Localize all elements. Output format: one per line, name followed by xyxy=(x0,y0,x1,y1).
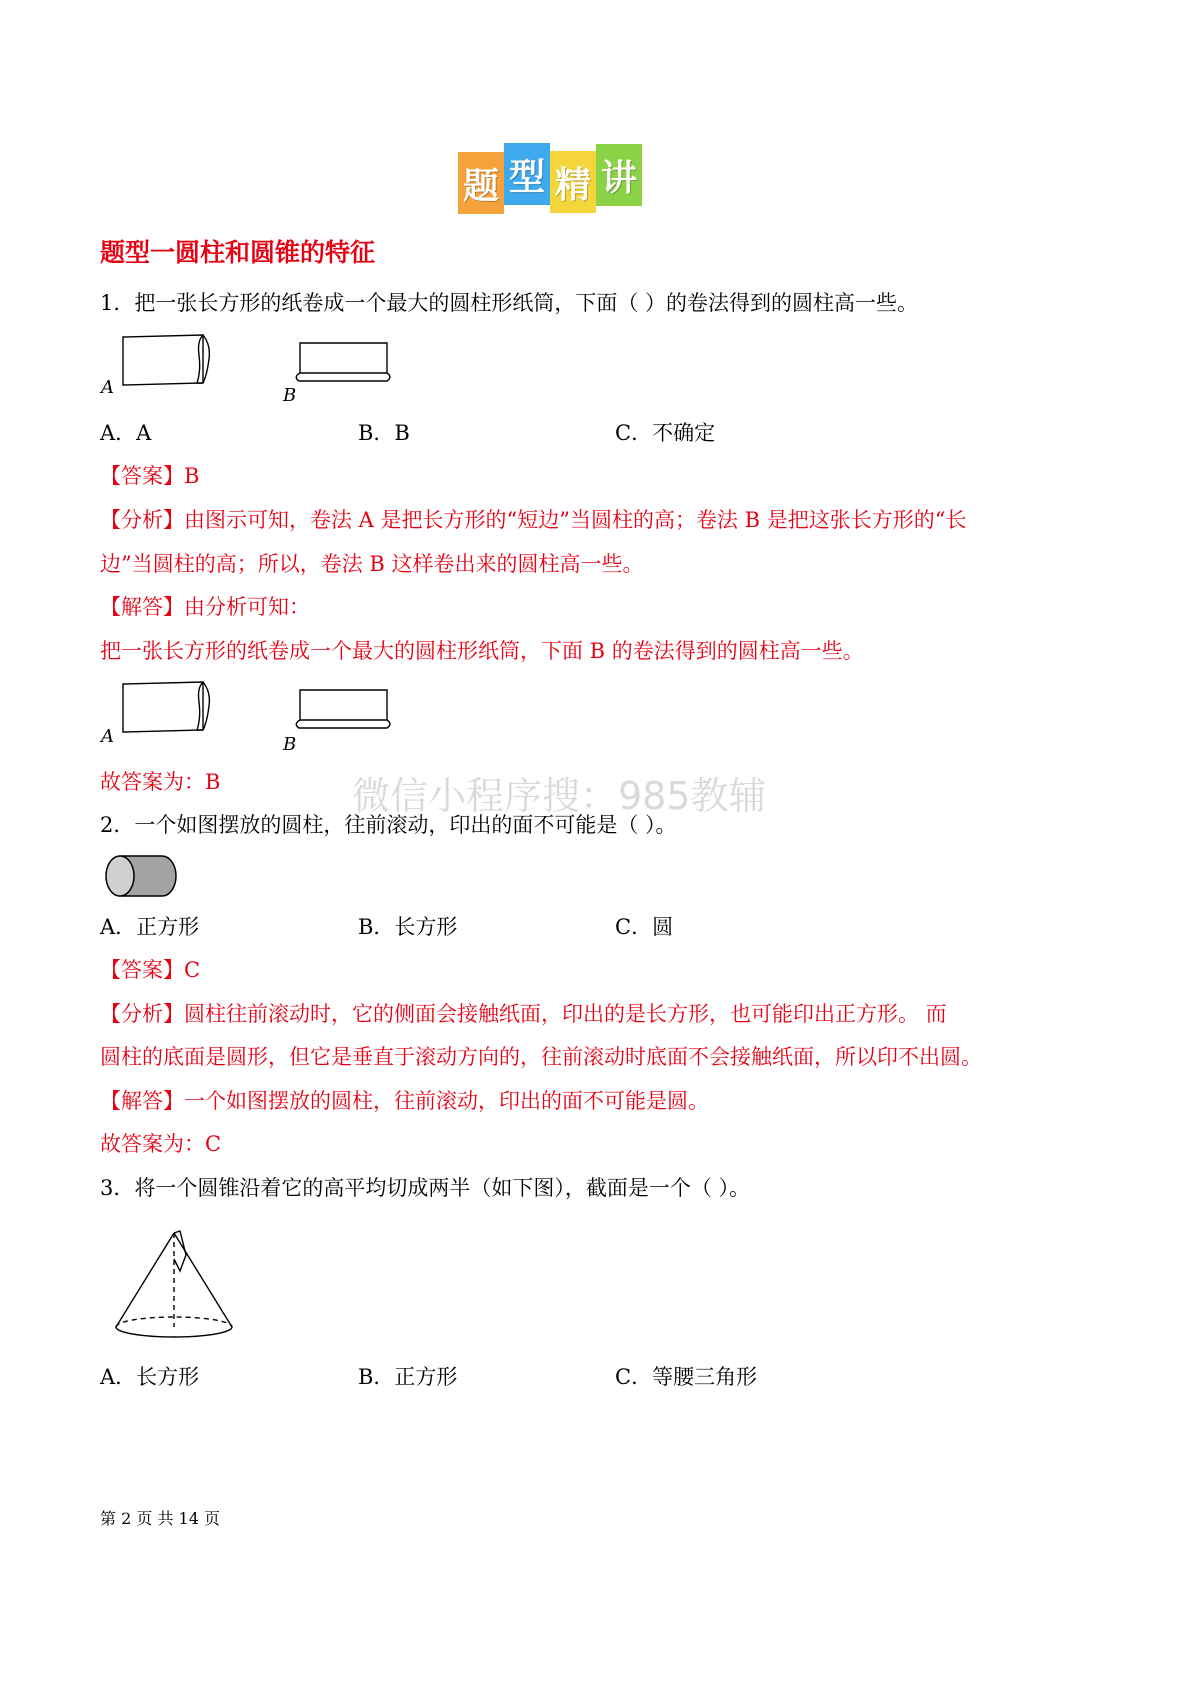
cone-figure xyxy=(110,1225,240,1345)
banner-tile: 精 xyxy=(550,151,596,213)
q3-option-c: C．等腰三角形 xyxy=(615,1365,758,1389)
q2-stem: 2．一个如图摆放的圆柱，往前滚动，印出的面不可能是（ ）。 xyxy=(100,813,677,837)
banner-tile: 型 xyxy=(504,143,550,205)
q2-option-a: A．正方形 xyxy=(100,915,200,939)
q1-final-answer: 故答案为：B xyxy=(100,770,221,794)
roll-a-label: A xyxy=(101,377,114,398)
banner-tile: 讲 xyxy=(596,144,642,206)
roll-a-figure xyxy=(123,335,209,385)
q2-analysis-line1: 【分析】圆柱往前滚动时，它的侧面会接触纸面，印出的是长方形，也可能印出正方形。 而 xyxy=(100,1002,947,1026)
roll-b-figure xyxy=(296,690,390,728)
roll-a-label: A xyxy=(101,726,114,747)
q1-solution-text: 把一张长方形的纸卷成一个最大的圆柱形纸筒，下面 B 的卷法得到的圆柱高一些。 xyxy=(100,639,864,663)
q2-answer: 【答案】C xyxy=(100,958,201,982)
roll-a-figure xyxy=(123,682,209,732)
banner-tile: 题 xyxy=(458,152,504,214)
q2-solution: 【解答】一个如图摆放的圆柱，往前滚动，印出的面不可能是圆。 xyxy=(100,1089,709,1113)
q2-option-c: C．圆 xyxy=(615,915,674,939)
q1-solution-figure xyxy=(95,672,405,757)
q1-stem: 1．把一张长方形的纸卷成一个最大的圆柱形纸筒，下面（ ）的卷法得到的圆柱高一些。 xyxy=(100,291,919,315)
q1-option-a: A．A xyxy=(100,421,152,445)
section-banner xyxy=(458,146,642,208)
q1-analysis-line1: 【分析】由图示可知，卷法 A 是把长方形的“短边”当圆柱的高；卷法 B 是把这张长方形的“长 xyxy=(100,508,967,532)
roll-b-figure xyxy=(296,343,390,381)
q1-analysis-line2: 边”当圆柱的高；所以，卷法 B 这样卷出来的圆柱高一些。 xyxy=(100,552,644,576)
q1-solution: 【解答】由分析可知： xyxy=(100,595,310,619)
roll-b-label: B xyxy=(283,385,297,406)
q3-option-b: B．正方形 xyxy=(358,1365,458,1389)
q2-analysis-line2: 圆柱的底面是圆形，但它是垂直于滚动方向的，往前滚动时底面不会接触纸面，所以印不出圆。 xyxy=(100,1045,982,1069)
page-footer: 第 2 页 共 14 页 xyxy=(100,1509,220,1528)
roll-b-label: B xyxy=(283,734,297,755)
q3-stem: 3．将一个圆锥沿着它的高平均切成两半（如下图），截面是一个（ ）。 xyxy=(100,1176,751,1200)
section-title: 题型一圆柱和圆锥的特征 xyxy=(100,238,376,267)
cylinder-figure xyxy=(100,850,186,904)
q1-option-b: B．B xyxy=(358,421,410,445)
q2-final-answer: 故答案为：C xyxy=(100,1132,222,1156)
q1-option-c: C．不确定 xyxy=(615,421,716,445)
q1-answer: 【答案】B xyxy=(100,464,200,488)
q2-option-b: B．长方形 xyxy=(358,915,458,939)
watermark: 微信小程序搜：985教辅 xyxy=(352,774,767,818)
q3-option-a: A．长方形 xyxy=(100,1365,200,1389)
q1-figure-rolls xyxy=(95,325,405,410)
